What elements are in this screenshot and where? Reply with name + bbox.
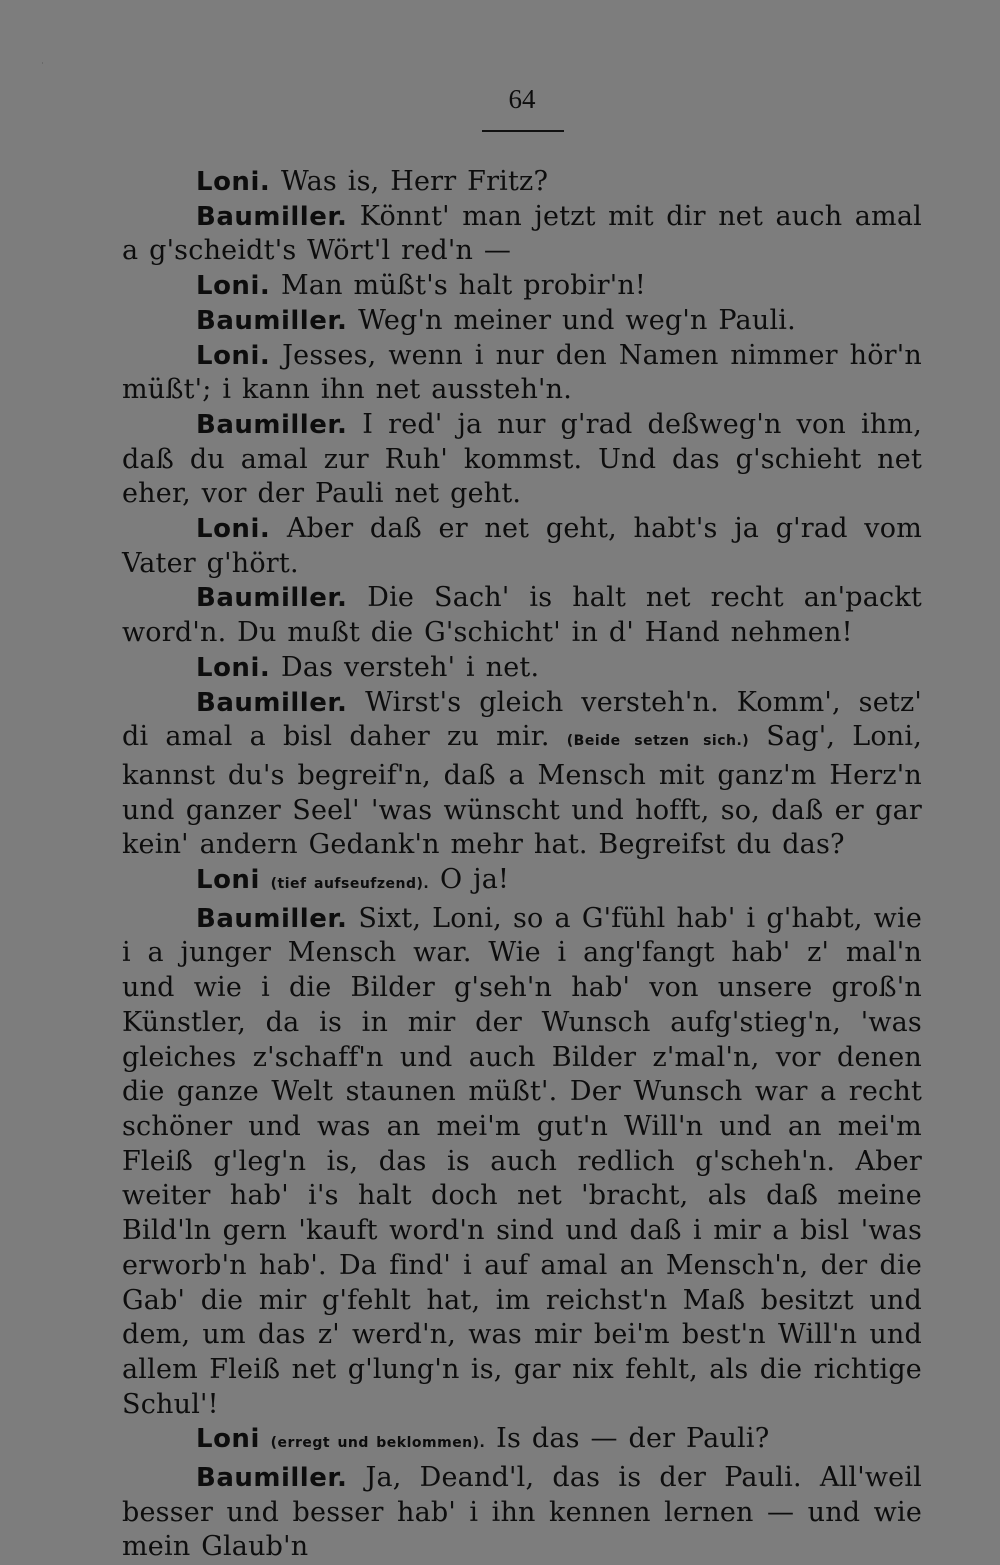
dialogue-paragraph	[122, 863, 922, 902]
dialogue-paragraph	[122, 512, 922, 581]
speaker-name: Baumiller.	[196, 409, 348, 440]
speaker-name: Loni.	[196, 514, 271, 545]
stage-direction: (Beide setzen sich.)	[566, 733, 750, 750]
stage-direction: (erregt und beklommen).	[270, 1435, 486, 1452]
page-number-rule	[482, 130, 564, 132]
dialogue-paragraph	[122, 408, 922, 512]
dialogue-paragraph	[122, 304, 922, 339]
line-text: Aber daß er net geht, habt's ja g'rad vom Vater g'hört.	[122, 513, 922, 579]
dialogue-paragraph	[122, 902, 922, 1423]
speaker-name: Baumiller.	[196, 903, 348, 934]
dialogue-paragraph	[122, 686, 922, 864]
line-text: Sag', Loni, kannst du's begreif'n, daß a Mensch mit ganz'm Herz'n und ganzer Seel' 'was wünscht und hofft, so, daß er gar kein' andern Gedank'n mehr hat. Begreifst du das?	[122, 721, 922, 861]
line-text: Ja, Deand'l, das is der Pauli. All'weil besser und besser hab' i ihn kennen lernen — und wie mein Glaub'n	[122, 1462, 922, 1563]
line-text: Is das — der Pauli?	[485, 1423, 770, 1455]
line-text: Was is, Herr Fritz?	[270, 166, 549, 197]
dialogue-paragraph	[122, 581, 922, 650]
dialogue-paragraph	[122, 651, 922, 686]
page-number: 64	[508, 84, 536, 114]
line-text: I red' ja nur g'rad deßweg'n von ihm, daß du amal zur Ruh' kommst. Und das g'schieht net eher, vor der Pauli net geht.	[122, 408, 922, 510]
speaker-name: Loni.	[196, 167, 271, 197]
dialogue-paragraph	[122, 1461, 922, 1565]
line-text: Jesses, wenn i nur den Namen nimmer hör'n müßt'; i kann ihn net aussteh'n.	[122, 339, 922, 406]
speaker-name: Baumiller.	[196, 583, 348, 614]
dialogue-text	[122, 165, 922, 1565]
line-text: O ja!	[429, 864, 510, 896]
dialogue-paragraph	[122, 339, 922, 408]
dialogue-paragraph	[122, 1422, 922, 1461]
speaker-name: Loni	[196, 865, 260, 896]
line-text: Das versteh' i net.	[270, 651, 540, 683]
dialogue-paragraph	[122, 200, 922, 269]
line-text: Weg'n meiner und weg'n Pauli.	[347, 304, 796, 336]
speaker-name: Baumiller.	[196, 1463, 348, 1494]
dialogue-paragraph	[122, 269, 922, 304]
stage-direction: (tief aufseufzend).	[270, 876, 430, 893]
paper-speck	[42, 62, 43, 64]
speaker-name: Baumiller.	[196, 687, 348, 718]
speaker-name: Baumiller.	[196, 201, 348, 232]
speaker-name: Loni	[196, 1424, 260, 1455]
speaker-name: Loni.	[196, 652, 271, 683]
speaker-name: Loni.	[196, 271, 271, 302]
line-text: Die Sach' is halt net recht an'packt word'n. Du mußt die G'schicht' in d' Hand nehmen!	[122, 582, 922, 649]
dialogue-paragraph	[122, 165, 922, 200]
speaker-name: Loni.	[196, 340, 271, 371]
line-text: Sixt, Loni, so a G'fühl hab' i g'habt, wie i a junger Mensch war. Wie i ang'fangt hab' z' mal'n und wie i die Bilder g'seh'n hab' von unsere groß'n Künstler, da is in mir der Wunsch aufg'stieg'n, 'was gleiches z'schaff'n und auch Bilder z'mal'n, vor denen die ganze Welt staunen müßt'. Der Wunsch war a recht schöner und was an mei'm gut'n Will'n und an mei'm Fleiß g'leg'n is, das is auch redlich g'scheh'n. Aber weiter hab' i's halt doch net 'bracht, als daß meine Bild'ln gern 'kauft word'n sind und daß i mir a bisl 'was erworb'n hab'. Da find' i auf amal an Mensch'n, der die Gab' die mir g'fehlt hat, im reichst'n Maß besitzt und dem, um das z' werd'n, was mir bei'm best'n Will'n und allem Fleiß net g'lung'n is, gar nix fehlt, als die richtige Schul'!	[122, 902, 922, 1420]
line-text: Könnt' man jetzt mit dir net auch amal a g'scheidt's Wört'l red'n —	[122, 200, 922, 267]
line-text: Man müßt's halt probir'n!	[270, 270, 646, 302]
speaker-name: Baumiller.	[196, 305, 348, 336]
line-text: Wirst's gleich versteh'n. Komm', setz' di amal a bisl daher zu mir.	[122, 686, 922, 753]
